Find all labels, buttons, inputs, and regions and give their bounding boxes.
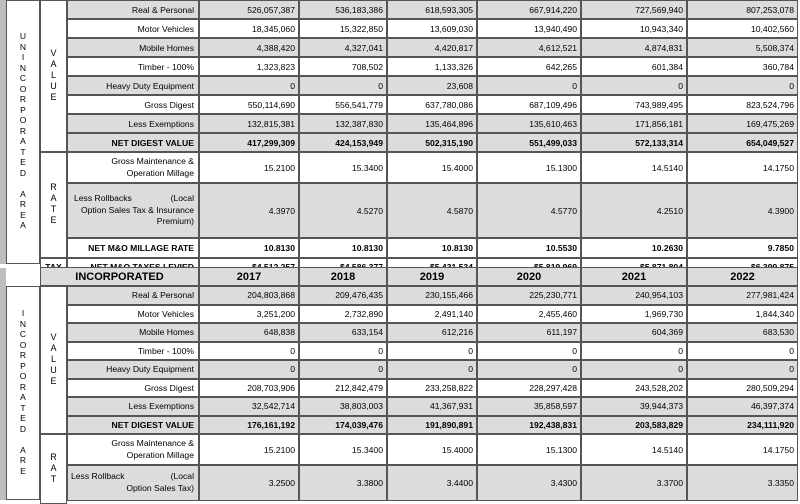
unincorporated-area-label-letter: T: [20, 146, 26, 157]
incorporated-rollback-value: 3.4300: [477, 465, 581, 501]
incorporated-value-label-letter: V: [50, 331, 57, 342]
incorporated-rollback-value: 3.3700: [581, 465, 687, 501]
incorporated-row-value: 234,111,920: [687, 416, 798, 435]
incorporated-row-value: 46,397,374: [687, 397, 798, 416]
unincorporated-rate-label-letter: R: [50, 182, 57, 192]
unincorporated-row-value: 0: [199, 76, 299, 95]
incorporated-row-value: 41,367,931: [387, 397, 477, 416]
unincorporated-row-label: Timber - 100%: [67, 57, 199, 76]
incorporated-row-value: 633,154: [299, 323, 387, 342]
incorporated-row-value: 604,369: [581, 323, 687, 342]
incorporated-row-label: Gross Digest: [67, 379, 199, 398]
incorporated-row-value: 277,981,424: [687, 286, 798, 305]
incorporated-row-value: 0: [387, 360, 477, 379]
incorporated-row-value: 0: [299, 342, 387, 361]
incorporated-rollback-value: 3.3350: [687, 465, 798, 501]
unincorporated-row-value: 4,874,831: [581, 38, 687, 57]
unincorporated-row-value: 0: [581, 76, 687, 95]
incorporated-row-value: 204,803,868: [199, 286, 299, 305]
incorporated-rate-label-letter: T: [50, 473, 57, 484]
incorporated-area-label-letter: E: [20, 465, 26, 476]
unincorporated-row-value: 169,475,269: [687, 114, 798, 133]
unincorporated-row-value: 551,499,033: [477, 133, 581, 152]
unincorporated-row-label: NET DIGEST VALUE: [67, 133, 199, 152]
incorporated-row-value: 0: [199, 360, 299, 379]
incorporated-row-value: 0: [299, 360, 387, 379]
unincorporated-rate-label-letter: E: [50, 215, 57, 225]
unincorporated-area-label: [6, 0, 40, 264]
unincorporated-row-value: 1,323,823: [199, 57, 299, 76]
label-line: Gross Maintenance &: [111, 437, 194, 448]
unincorporated-row-value: 687,109,496: [477, 95, 581, 114]
incorporated-value-label: [40, 286, 67, 434]
unincorporated-row-value: 667,914,220: [477, 0, 581, 19]
incorporated-gross-mo-value: 15.2100: [199, 434, 299, 465]
unincorporated-row-value: 708,502: [299, 57, 387, 76]
unincorporated-row-value: 727,569,940: [581, 0, 687, 19]
incorporated-rollback-value: 3.3800: [299, 465, 387, 501]
incorporated-gross-mo-value: 15.3400: [299, 434, 387, 465]
incorporated-area-label-letter: I: [21, 308, 25, 318]
incorporated-value-label-letter: L: [50, 353, 56, 364]
incorporated-rate-label: [40, 434, 67, 504]
unincorporated-net-millage-value: 10.8130: [299, 238, 387, 258]
incorporated-row-value: 1,969,730: [581, 305, 687, 324]
unincorporated-value-label-letter: U: [50, 80, 57, 91]
unincorporated-area-label-letter: I: [21, 52, 25, 63]
unincorporated-rate-label-letter: A: [50, 193, 57, 203]
incorporated-row-value: 203,583,829: [581, 416, 687, 435]
incorporated-gross-mo-value: 14.5140: [581, 434, 687, 465]
incorporated-row-value: 0: [199, 342, 299, 361]
unincorporated-row-value: 15,322,850: [299, 19, 387, 38]
unincorporated-row-label: Motor Vehicles: [67, 19, 199, 38]
incorporated-row-value: 176,161,192: [199, 416, 299, 435]
incorporated-row-label: Timber - 100%: [67, 342, 199, 361]
unincorporated-row-label: Gross Digest: [67, 95, 199, 114]
label-fragment: (Local: [170, 193, 194, 204]
unincorporated-row-value: 13,940,490: [477, 19, 581, 38]
incorporated-gross-mo-label: [67, 434, 199, 465]
unincorporated-gross-mo-value: 15.1300: [477, 152, 581, 183]
incorporated-area-label-letter: A: [20, 392, 26, 402]
unincorporated-row-value: 171,856,181: [581, 114, 687, 133]
label-line: Operation Millage: [126, 167, 194, 178]
label-line: [74, 193, 194, 205]
unincorporated-gross-mo-value: 14.5140: [581, 152, 687, 183]
unincorporated-row-label: Real & Personal: [67, 0, 199, 19]
unincorporated-net-millage-value: 10.8130: [387, 238, 477, 258]
incorporated-row-value: 225,230,771: [477, 286, 581, 305]
incorporated-rollback-label: [67, 465, 199, 501]
unincorporated-row-value: 4,612,521: [477, 38, 581, 57]
incorporated-gross-mo-value: 15.1300: [477, 434, 581, 465]
incorporated-row-value: 208,703,906: [199, 379, 299, 398]
unincorporated-area-label-letter: R: [19, 94, 27, 105]
incorporated-row-value: 611,197: [477, 323, 581, 342]
unincorporated-rate-label: [40, 152, 67, 258]
unincorporated-row-value: 10,402,560: [687, 19, 798, 38]
incorporated-row-value: 0: [477, 360, 581, 379]
incorporated-row-label: Heavy Duty Equipment: [67, 360, 199, 379]
incorporated-row-label: Motor Vehicles: [67, 305, 199, 324]
incorporated-row-value: 3,251,200: [199, 305, 299, 324]
incorporated-area-label-letter: R: [19, 350, 27, 360]
unincorporated-row-value: 536,183,386: [299, 0, 387, 19]
incorporated-row-value: 280,509,294: [687, 379, 798, 398]
incorporated-area-label-letter: P: [20, 360, 26, 371]
unincorporated-net-millage-value: 9.7850: [687, 238, 798, 258]
unincorporated-rollback-value: 4.3970: [199, 183, 299, 238]
incorporated-title: INCORPORATED: [40, 267, 199, 286]
incorporated-row-value: 243,528,202: [581, 379, 687, 398]
incorporated-rollback-value: 3.4400: [387, 465, 477, 501]
incorporated-area-label-letter: A: [20, 444, 26, 455]
incorporated-row-value: 648,838: [199, 323, 299, 342]
unincorporated-value-label-letter: V: [50, 47, 57, 58]
incorporated-row-value: 2,491,140: [387, 305, 477, 324]
incorporated-area-label-letter: O: [19, 339, 27, 350]
incorporated-row-value: 0: [477, 342, 581, 361]
unincorporated-row-value: 135,464,896: [387, 114, 477, 133]
unincorporated-rollback-value: 4.5270: [299, 183, 387, 238]
incorporated-rollback-value: 3.2500: [199, 465, 299, 501]
unincorporated-area-label-letter: R: [19, 125, 27, 136]
incorporated-area-label-letter: T: [20, 402, 26, 413]
unincorporated-row-value: 0: [477, 76, 581, 95]
unincorporated-row-value: 135,610,463: [477, 114, 581, 133]
unincorporated-row-value: 743,989,495: [581, 95, 687, 114]
label-line: Operation Millage: [126, 449, 194, 460]
unincorporated-row-value: 823,524,796: [687, 95, 798, 114]
unincorporated-rollback-value: 4.5870: [387, 183, 477, 238]
unincorporated-row-value: 0: [299, 76, 387, 95]
unincorporated-row-value: 4,420,817: [387, 38, 477, 57]
incorporated-value-label-letter: E: [50, 375, 57, 386]
unincorporated-net-millage-value: 10.8130: [199, 238, 299, 258]
incorporated-row-value: 233,258,822: [387, 379, 477, 398]
incorporated-row-value: 191,890,891: [387, 416, 477, 435]
unincorporated-gross-mo-value: 15.4000: [387, 152, 477, 183]
unincorporated-row-value: 4,327,041: [299, 38, 387, 57]
label-line: Gross Maintenance &: [111, 155, 194, 166]
unincorporated-value-label-letter: L: [50, 69, 56, 80]
unincorporated-gross-mo-value: 15.3400: [299, 152, 387, 183]
unincorporated-row-value: 4,388,420: [199, 38, 299, 57]
unincorporated-area-label-letter: A: [20, 188, 26, 199]
incorporated-row-label: Mobile Homes: [67, 323, 199, 342]
unincorporated-gross-mo-label: [67, 152, 199, 183]
label-fragment: Less Rollbacks: [74, 193, 132, 204]
incorporated-rate-label-letter: A: [50, 462, 57, 473]
unincorporated-row-value: 637,780,086: [387, 95, 477, 114]
incorporated-row-value: 0: [581, 342, 687, 361]
label-line: Option Sales Tax): [126, 483, 194, 493]
incorporated-row-value: 2,455,460: [477, 305, 581, 324]
unincorporated-rollback-value: 4.3900: [687, 183, 798, 238]
incorporated-gross-mo-value: 14.1750: [687, 434, 798, 465]
unincorporated-area-label-letter: O: [19, 115, 27, 126]
incorporated-area-label-letter: C: [19, 329, 27, 339]
unincorporated-value-label-letter: E: [50, 91, 57, 102]
label-fragment: (Local: [170, 471, 194, 482]
unincorporated-gross-mo-value: 15.2100: [199, 152, 299, 183]
incorporated-rate-label-letter: R: [50, 451, 57, 462]
unincorporated-row-value: 0: [687, 76, 798, 95]
unincorporated-area-label-letter: C: [19, 73, 27, 84]
incorporated-row-value: 0: [387, 342, 477, 361]
unincorporated-rate-label-letter: T: [50, 204, 57, 214]
unincorporated-area-label-letter: P: [20, 104, 26, 115]
incorporated-area-label: [6, 286, 40, 500]
incorporated-row-value: 35,858,597: [477, 397, 581, 416]
unincorporated-row-value: 502,315,190: [387, 133, 477, 152]
incorporated-row-label: Less Exemptions: [67, 397, 199, 416]
unincorporated-row-value: 618,593,305: [387, 0, 477, 19]
unincorporated-row-value: 572,133,314: [581, 133, 687, 152]
unincorporated-row-value: 18,345,060: [199, 19, 299, 38]
unincorporated-row-label: Less Exemptions: [67, 114, 199, 133]
incorporated-row-label: NET DIGEST VALUE: [67, 416, 199, 435]
incorporated-row-value: 230,155,466: [387, 286, 477, 305]
label-fragment: Less Rollback: [71, 471, 125, 482]
incorporated-row-value: 1,844,340: [687, 305, 798, 324]
unincorporated-row-value: 132,387,830: [299, 114, 387, 133]
label-line: Option Sales Tax & Insurance: [80, 204, 194, 215]
incorporated-value-label-letter: A: [50, 342, 57, 353]
incorporated-area-label-letter: R: [19, 381, 27, 392]
incorporated-area-label-letter: E: [20, 413, 26, 423]
unincorporated-row-value: 556,541,779: [299, 95, 387, 114]
incorporated-row-value: 39,944,373: [581, 397, 687, 416]
unincorporated-row-value: 5,508,374: [687, 38, 798, 57]
incorporated-area-label-letter: N: [19, 318, 27, 329]
unincorporated-row-value: 23,608: [387, 76, 477, 95]
label-line: Premium): [156, 216, 194, 227]
incorporated-row-value: 0: [687, 342, 798, 361]
unincorporated-area-label-letter: N: [19, 41, 27, 52]
unincorporated-area-label-letter: N: [19, 62, 27, 73]
incorporated-row-value: 240,954,103: [581, 286, 687, 305]
unincorporated-row-value: 526,057,387: [199, 0, 299, 19]
year-header: 2021: [581, 267, 687, 286]
unincorporated-row-value: 550,114,690: [199, 95, 299, 114]
unincorporated-area-label-letter: A: [20, 136, 26, 147]
year-header: 2018: [299, 267, 387, 286]
incorporated-row-value: 209,476,435: [299, 286, 387, 305]
unincorporated-area-label-letter: D: [19, 167, 27, 178]
unincorporated-row-value: 360,784: [687, 57, 798, 76]
unincorporated-gross-mo-value: 14.1750: [687, 152, 798, 183]
year-header: 2020: [477, 267, 581, 286]
unincorporated-rollback-label: [67, 183, 199, 238]
incorporated-row-label: Real & Personal: [67, 286, 199, 305]
incorporated-row-value: 212,842,479: [299, 379, 387, 398]
unincorporated-area-label-letter: R: [19, 199, 27, 210]
unincorporated-net-millage-label: NET M&O MILLAGE RATE: [67, 238, 199, 258]
incorporated-gross-mo-value: 15.4000: [387, 434, 477, 465]
unincorporated-value-label: [40, 0, 67, 152]
year-header: 2022: [687, 267, 798, 286]
year-header: 2019: [387, 267, 477, 286]
incorporated-row-value: 612,216: [387, 323, 477, 342]
year-header: 2017: [199, 267, 299, 286]
incorporated-row-value: 32,542,714: [199, 397, 299, 416]
unincorporated-row-value: 807,253,078: [687, 0, 798, 19]
unincorporated-row-label: Heavy Duty Equipment: [67, 76, 199, 95]
unincorporated-area-label-letter: E: [20, 157, 26, 168]
incorporated-row-value: 0: [687, 360, 798, 379]
incorporated-row-value: 2,732,890: [299, 305, 387, 324]
unincorporated-area-label-letter: A: [20, 220, 26, 231]
incorporated-value-label-letter: U: [50, 364, 57, 375]
incorporated-area-label-letter: O: [19, 371, 27, 381]
incorporated-row-value: 683,530: [687, 323, 798, 342]
unincorporated-area-label-letter: O: [19, 83, 27, 94]
incorporated-row-value: 228,297,428: [477, 379, 581, 398]
unincorporated-row-value: 642,265: [477, 57, 581, 76]
unincorporated-row-value: 417,299,309: [199, 133, 299, 152]
unincorporated-row-value: 10,943,340: [581, 19, 687, 38]
incorporated-area-label-letter: D: [19, 423, 27, 434]
unincorporated-area-label-letter: U: [19, 31, 27, 42]
unincorporated-rollback-value: 4.2510: [581, 183, 687, 238]
unincorporated-row-value: 654,049,527: [687, 133, 798, 152]
incorporated-row-value: 192,438,831: [477, 416, 581, 435]
unincorporated-row-value: 601,384: [581, 57, 687, 76]
unincorporated-row-label: Mobile Homes: [67, 38, 199, 57]
label-line: [71, 471, 194, 483]
incorporated-row-value: 174,039,476: [299, 416, 387, 435]
unincorporated-row-value: 424,153,949: [299, 133, 387, 152]
unincorporated-value-label-letter: A: [50, 58, 57, 69]
unincorporated-area-label-letter: E: [20, 209, 26, 220]
unincorporated-row-value: 132,815,381: [199, 114, 299, 133]
unincorporated-net-millage-value: 10.5530: [477, 238, 581, 258]
incorporated-row-value: 38,803,003: [299, 397, 387, 416]
unincorporated-row-value: 1,133,326: [387, 57, 477, 76]
unincorporated-rollback-value: 4.5770: [477, 183, 581, 238]
unincorporated-net-millage-value: 10.2630: [581, 238, 687, 258]
incorporated-row-value: 0: [581, 360, 687, 379]
incorporated-area-label-letter: R: [19, 455, 27, 465]
unincorporated-row-value: 13,609,030: [387, 19, 477, 38]
